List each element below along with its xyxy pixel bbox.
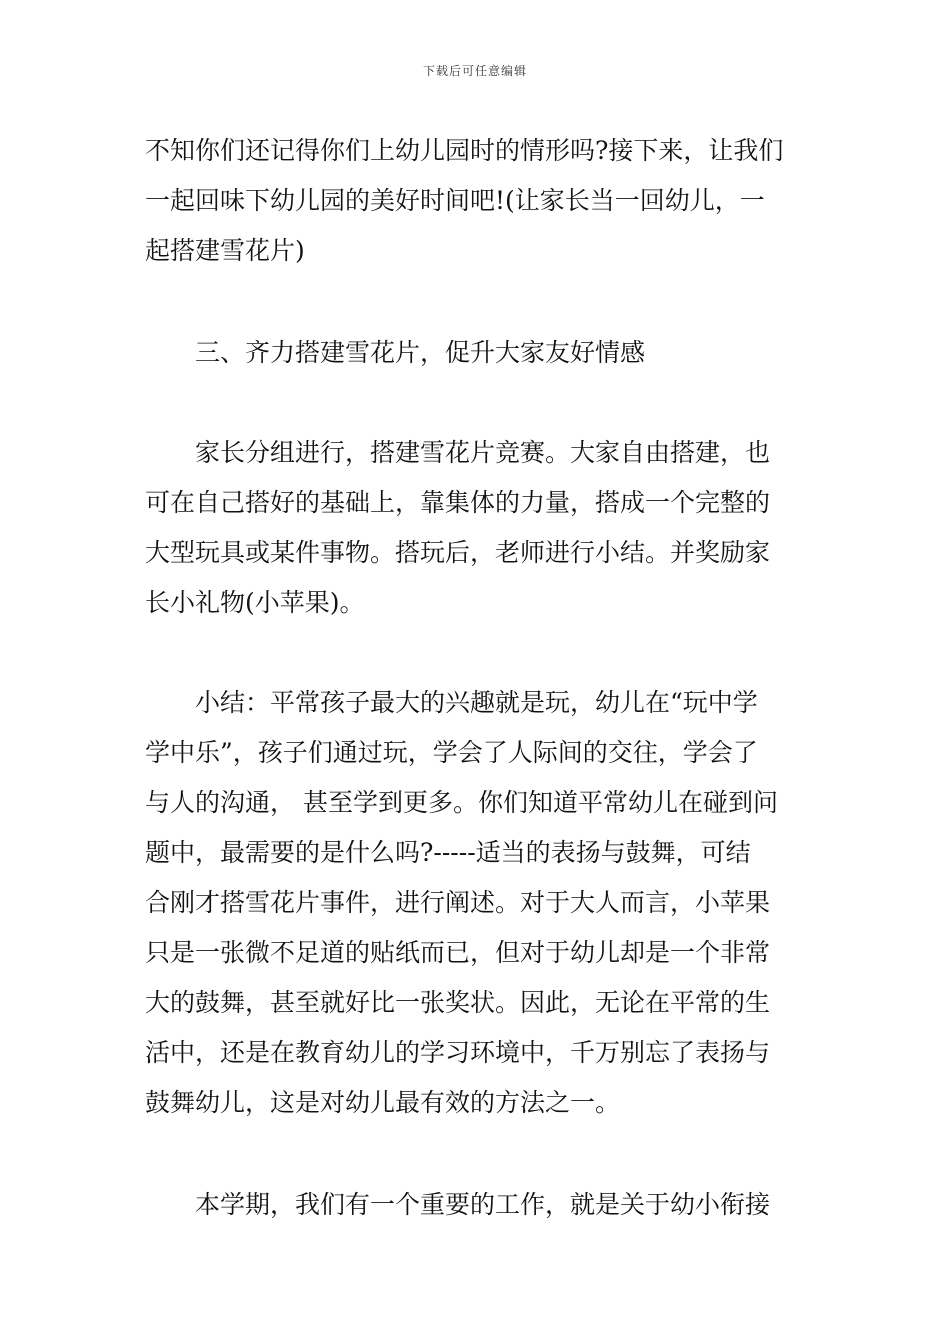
text-line: 与人的沟通， 甚至学到更多。你们知道平常幼儿在碰到问 [145, 788, 778, 817]
text-line: 大的鼓舞，甚至就好比一张奖状。因此，无论在平常的生 [145, 988, 771, 1017]
section-heading-text: 三、齐力搭建雪花片，促升大家友好情感 [195, 338, 646, 367]
text-line: 题中，最需要的是什么吗?-----适当的表扬与鼓舞，可结 [145, 838, 751, 867]
section-heading [145, 328, 807, 378]
text-line: 长小礼物(小苹果)。 [145, 588, 365, 617]
text-line: 鼓舞幼儿，这是对幼儿最有效的方法之一。 [145, 1088, 621, 1117]
text-line: 活中，还是在教育幼儿的学习环境中，千万别忘了表扬与 [145, 1038, 771, 1067]
paragraph-intro [145, 126, 807, 276]
page-header-note: 下载后可任意编辑 [422, 64, 527, 78]
text-line: 可在自己搭好的基础上，靠集体的力量，搭成一个完整的 [145, 488, 771, 517]
text-line: 大型玩具或某件事物。搭玩后，老师进行小结。并奖励家 [145, 538, 771, 567]
paragraph-activity [145, 428, 807, 628]
text-line: 不知你们还记得你们上幼儿园时的情形吗?接下来，让我们 [145, 136, 784, 165]
text-line: 合刚才搭雪花片事件，进行阐述。对于大人而言，小苹果 [145, 888, 771, 917]
text-line: 小结：平常孩子最大的兴趣就是玩，幼儿在“玩中学 [195, 688, 758, 717]
paragraph-semester [145, 1180, 807, 1230]
text-line: 家长分组进行，搭建雪花片竞赛。大家自由搭建，也 [195, 438, 771, 467]
document-body [145, 126, 807, 1230]
text-line: 只是一张微不足道的贴纸而已，但对于幼儿却是一个非常 [145, 938, 771, 967]
text-line: 学中乐”，孩子们通过玩，学会了人际间的交往，学会了 [145, 738, 758, 767]
paragraph-summary [145, 678, 807, 1128]
text-line: 本学期，我们有一个重要的工作，就是关于幼小衔接 [195, 1190, 771, 1219]
text-line: 起搭建雪花片) [145, 236, 305, 265]
text-line: 一起回味下幼儿园的美好时间吧!(让家长当一回幼儿，一 [145, 186, 765, 215]
